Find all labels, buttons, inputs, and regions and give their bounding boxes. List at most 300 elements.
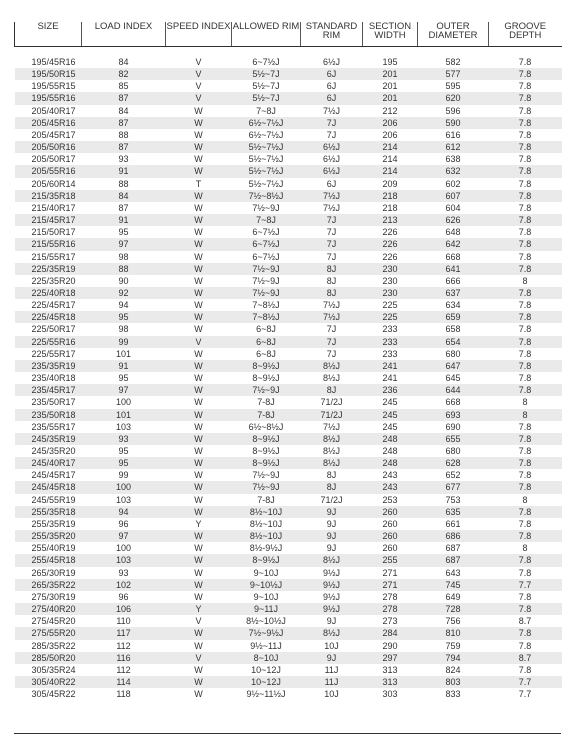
cell-outer-diameter: 582 [445, 57, 461, 67]
cell-load-index: 99 [82, 336, 166, 348]
cell-size: 255/35R19 [31, 518, 76, 529]
table-row [15, 396, 562, 408]
cell-section-width: 230 [382, 275, 398, 286]
table-row [15, 275, 562, 287]
cell-standard-rim: 7J [301, 238, 363, 250]
cell-allowed-rim: 7~8J [232, 214, 301, 226]
cell-groove-depth: 7.7 [489, 676, 562, 688]
cell-section-width: 226 [382, 251, 398, 262]
cell-standard-rim: 7½J [322, 300, 340, 311]
table-row [15, 80, 562, 92]
cell-groove-depth: 7.8 [518, 300, 532, 311]
table-row [15, 263, 562, 275]
cell-standard-rim: 9½J [301, 579, 363, 591]
cell-allowed-rim: 6~8J [232, 336, 301, 348]
cell-allowed-rim: 9~10½J [232, 579, 301, 591]
cell-speed-index: W [194, 397, 203, 408]
cell-speed-index: W [166, 506, 232, 518]
cell-outer-diameter: 728 [418, 603, 489, 615]
cell-size: 245/45R17 [31, 470, 76, 481]
header-section-width [363, 22, 418, 47]
cell-standard-rim: 9J [326, 518, 337, 529]
cell-size: 225/35R20 [31, 275, 76, 286]
cell-speed-index: W [166, 384, 232, 396]
cell-groove-depth: 7.8 [489, 263, 562, 275]
cell-standard-rim: 7J [326, 251, 337, 262]
cell-standard-rim: 7J [301, 336, 363, 348]
cell-section-width: 214 [382, 154, 398, 165]
cell-load-index: 97 [82, 384, 166, 396]
cell-allowed-rim: 8~9½J [232, 554, 301, 566]
cell-groove-depth: 7.8 [518, 227, 532, 238]
cell-speed-index: W [194, 664, 203, 675]
cell-outer-diameter: 668 [445, 397, 461, 408]
cell-size: 235/50R18 [15, 409, 82, 421]
cell-outer-diameter: 643 [445, 567, 461, 578]
cell-speed-index: W [166, 214, 232, 226]
cell-section-width: 255 [363, 554, 418, 566]
cell-speed-index: W [166, 238, 232, 250]
cell-size: 225/40R18 [15, 287, 82, 299]
cell-section-width: 214 [363, 141, 418, 153]
cell-groove-depth: 7.8 [489, 384, 562, 396]
cell-outer-diameter: 632 [418, 165, 489, 177]
cell-load-index: 96 [118, 518, 129, 529]
cell-speed-index: W [194, 202, 203, 213]
cell-speed-index: V [166, 652, 232, 664]
cell-speed-index: V [166, 92, 232, 104]
cell-section-width: 209 [382, 178, 398, 189]
table-row [15, 664, 562, 676]
table-row [15, 652, 562, 664]
cell-allowed-rim: 7½~8½J [232, 190, 301, 202]
cell-outer-diameter: 634 [445, 300, 461, 311]
cell-section-width: 243 [382, 470, 398, 481]
cell-outer-diameter: 690 [445, 421, 461, 432]
cell-allowed-rim: 6½~8½J [248, 421, 284, 432]
cell-load-index: 87 [82, 117, 166, 129]
table-row [15, 190, 562, 202]
cell-load-index: 87 [82, 92, 166, 104]
table-row [15, 457, 562, 469]
table-row [15, 56, 562, 68]
cell-allowed-rim: 7½~9J [252, 202, 280, 213]
table-row [15, 311, 562, 323]
cell-speed-index: W [166, 165, 232, 177]
cell-outer-diameter: 649 [445, 591, 461, 602]
cell-outer-diameter: 590 [418, 117, 489, 129]
cell-outer-diameter: 652 [445, 470, 461, 481]
cell-groove-depth: 8 [522, 494, 528, 505]
cell-load-index: 93 [82, 433, 166, 445]
cell-size: 215/55R16 [15, 238, 82, 250]
cell-section-width: 225 [363, 311, 418, 323]
header-label: WIDTH [374, 30, 406, 41]
cell-standard-rim: 7½J [322, 202, 340, 213]
cell-load-index: 96 [118, 591, 129, 602]
cell-load-index: 93 [118, 154, 129, 165]
cell-standard-rim: 9J [301, 652, 363, 664]
cell-size: 225/55R17 [31, 348, 76, 359]
cell-size: 205/40R17 [31, 105, 76, 116]
header-label: SPEED INDEX [166, 21, 231, 32]
cell-standard-rim: 6½J [301, 165, 363, 177]
cell-standard-rim: 8½J [322, 373, 340, 384]
cell-allowed-rim: 7~8½J [232, 311, 301, 323]
cell-size: 215/40R17 [31, 202, 76, 213]
cell-section-width: 195 [382, 57, 398, 67]
cell-outer-diameter: 648 [445, 227, 461, 238]
cell-allowed-rim: 5½~7½J [232, 165, 301, 177]
cell-standard-rim: 7½J [301, 190, 363, 202]
cell-allowed-rim: 6~7½J [232, 238, 301, 250]
table-row [15, 226, 562, 238]
cell-size: 305/35R24 [31, 664, 76, 675]
cell-groove-depth: 7.7 [489, 579, 562, 591]
cell-speed-index: V [195, 616, 202, 627]
cell-allowed-rim: 8½~10J [249, 518, 283, 529]
table-row [15, 409, 562, 421]
cell-size: 285/50R20 [15, 652, 82, 664]
cell-allowed-rim: 6~7½J [252, 57, 280, 67]
cell-groove-depth: 8.7 [489, 652, 562, 664]
cell-load-index: 103 [82, 554, 166, 566]
cell-outer-diameter: 596 [445, 105, 461, 116]
cell-outer-diameter: 641 [418, 263, 489, 275]
spacer-cell [15, 47, 562, 57]
cell-speed-index: W [194, 154, 203, 165]
cell-size: 275/30R19 [31, 591, 76, 602]
cell-allowed-rim: 6~8J [256, 324, 276, 335]
cell-speed-index: W [194, 348, 203, 359]
cell-outer-diameter: 810 [418, 627, 489, 639]
cell-groove-depth: 7.8 [489, 190, 562, 202]
cell-load-index: 88 [118, 129, 129, 140]
cell-standard-rim: 8½J [301, 433, 363, 445]
cell-speed-index: W [194, 324, 203, 335]
table-row [15, 567, 562, 579]
table-row [15, 348, 562, 360]
cell-load-index: 99 [118, 470, 129, 481]
cell-load-index: 95 [118, 373, 129, 384]
cell-groove-depth: 8 [489, 409, 562, 421]
cell-standard-rim: 9½J [322, 567, 340, 578]
cell-outer-diameter: 638 [445, 154, 461, 165]
cell-allowed-rim: 8~9½J [252, 373, 280, 384]
cell-section-width: 226 [363, 238, 418, 250]
cell-speed-index: W [166, 263, 232, 275]
cell-speed-index: W [166, 530, 232, 542]
cell-speed-index: W [194, 446, 203, 456]
cell-speed-index: W [166, 409, 232, 421]
cell-outer-diameter: 753 [445, 494, 461, 505]
table-row [15, 105, 562, 117]
cell-groove-depth: 8 [522, 275, 528, 286]
cell-outer-diameter: 647 [418, 360, 489, 372]
cell-outer-diameter: 595 [445, 81, 461, 92]
cell-standard-rim: 7J [301, 117, 363, 129]
cell-groove-depth: 7.8 [518, 202, 532, 213]
cell-allowed-rim: 7½~9J [232, 287, 301, 299]
cell-section-width: 241 [382, 373, 398, 384]
cell-load-index: 103 [115, 421, 132, 432]
cell-section-width: 248 [363, 457, 418, 469]
cell-load-index: 101 [115, 348, 132, 359]
table-row [15, 518, 562, 530]
cell-section-width: 201 [363, 68, 418, 80]
cell-speed-index: W [166, 676, 232, 688]
table-row [15, 202, 562, 214]
cell-groove-depth: 7.8 [489, 481, 562, 493]
table-row [15, 627, 562, 639]
cell-standard-rim: 8½J [322, 446, 340, 456]
cell-section-width: 260 [382, 543, 398, 554]
header-label: OUTER [436, 21, 470, 32]
cell-section-width: 278 [363, 603, 418, 615]
cell-speed-index: W [166, 579, 232, 591]
cell-allowed-rim: 10~12J [251, 664, 281, 675]
cell-outer-diameter: 756 [445, 616, 461, 627]
cell-section-width: 245 [363, 409, 418, 421]
cell-groove-depth: 8.7 [518, 616, 532, 627]
cell-groove-depth: 7.8 [489, 530, 562, 542]
cell-load-index: 84 [118, 105, 129, 116]
cell-size: 225/35R19 [15, 263, 82, 275]
table-row [15, 238, 562, 250]
cell-size: 215/45R17 [15, 214, 82, 226]
cell-allowed-rim: 8~9½J [232, 457, 301, 469]
cell-section-width: 245 [382, 397, 398, 408]
cell-standard-rim: 6½J [301, 141, 363, 153]
cell-standard-rim: 8J [301, 263, 363, 275]
table-row [15, 299, 562, 311]
cell-standard-rim: 8½J [301, 627, 363, 639]
cell-size: 235/35R19 [15, 360, 82, 372]
cell-groove-depth: 7.8 [518, 324, 532, 335]
cell-section-width: 218 [363, 190, 418, 202]
cell-speed-index: W [166, 433, 232, 445]
table-row [15, 153, 562, 165]
cell-standard-rim: 8½J [301, 360, 363, 372]
cell-size: 255/35R20 [15, 530, 82, 542]
cell-standard-rim: 11J [301, 676, 363, 688]
cell-size: 235/45R17 [15, 384, 82, 396]
cell-load-index: 100 [115, 397, 132, 408]
header-label: SIZE [37, 21, 59, 32]
table-row [15, 603, 562, 615]
cell-outer-diameter: 616 [445, 129, 461, 140]
cell-outer-diameter: 680 [445, 348, 461, 359]
table-row [15, 481, 562, 493]
cell-speed-index: W [166, 360, 232, 372]
cell-section-width: 273 [382, 616, 398, 627]
cell-size: 225/50R17 [31, 324, 76, 335]
cell-section-width: 206 [363, 117, 418, 129]
table-row [15, 433, 562, 445]
tire-spec-sheet [14, 22, 561, 700]
cell-speed-index: W [166, 190, 232, 202]
cell-size: 195/50R15 [15, 68, 82, 80]
cell-groove-depth: 7.8 [518, 348, 532, 359]
cell-size: 285/35R22 [31, 640, 76, 651]
cell-section-width: 230 [363, 263, 418, 275]
cell-groove-depth: 7.8 [518, 446, 532, 456]
cell-allowed-rim: 7-8J [257, 494, 275, 505]
cell-section-width: 313 [363, 676, 418, 688]
cell-section-width: 241 [363, 360, 418, 372]
cell-section-width: 206 [382, 129, 398, 140]
cell-section-width: 233 [382, 324, 398, 335]
cell-outer-diameter: 654 [418, 336, 489, 348]
cell-standard-rim: 9½J [322, 591, 340, 602]
cell-section-width: 233 [382, 348, 398, 359]
table-row [15, 494, 562, 506]
cell-outer-diameter: 745 [418, 579, 489, 591]
cell-speed-index: W [166, 554, 232, 566]
cell-allowed-rim: 7~8J [256, 105, 276, 116]
cell-size: 245/35R20 [31, 446, 76, 456]
cell-outer-diameter: 604 [445, 202, 461, 213]
cell-size: 205/45R17 [31, 129, 76, 140]
cell-speed-index: W [194, 689, 203, 700]
cell-outer-diameter: 628 [418, 457, 489, 469]
cell-outer-diameter: 620 [418, 92, 489, 104]
cell-size: 215/55R17 [31, 251, 76, 262]
cell-allowed-rim: 7½~9J [232, 481, 301, 493]
cell-outer-diameter: 803 [418, 676, 489, 688]
cell-standard-rim: 7½J [322, 105, 340, 116]
header-speed-index [166, 22, 232, 47]
cell-standard-rim: 8J [326, 470, 337, 481]
cell-load-index: 88 [118, 178, 129, 189]
cell-size: 215/50R17 [31, 227, 76, 238]
cell-size: 305/45R22 [31, 689, 76, 700]
cell-outer-diameter: 833 [445, 689, 461, 700]
cell-groove-depth: 7.7 [518, 689, 532, 700]
cell-allowed-rim: 8~10J [232, 652, 301, 664]
cell-outer-diameter: 693 [418, 409, 489, 421]
cell-speed-index: W [194, 591, 203, 602]
cell-section-width: 230 [363, 287, 418, 299]
cell-groove-depth: 7.8 [518, 664, 532, 675]
cell-groove-depth: 8 [522, 397, 528, 408]
cell-speed-index: W [194, 105, 203, 116]
cell-outer-diameter: 677 [418, 481, 489, 493]
cell-allowed-rim: 10~12J [232, 676, 301, 688]
cell-groove-depth: 7.8 [489, 165, 562, 177]
table-row [15, 68, 562, 80]
cell-size: 255/35R18 [15, 506, 82, 518]
cell-standard-rim: 7J [326, 348, 337, 359]
cell-outer-diameter: 668 [445, 251, 461, 262]
cell-outer-diameter: 666 [445, 275, 461, 286]
cell-standard-rim: 71/2J [320, 397, 343, 408]
cell-groove-depth: 7.8 [489, 336, 562, 348]
cell-standard-rim: 9J [326, 543, 337, 554]
cell-allowed-rim: 5½~7½J [232, 141, 301, 153]
cell-load-index: 91 [82, 165, 166, 177]
cell-speed-index: W [194, 373, 203, 384]
cell-size: 195/45R16 [31, 57, 76, 67]
cell-standard-rim: 7J [326, 324, 337, 335]
table-row [15, 688, 562, 700]
cell-load-index: 116 [82, 652, 166, 664]
cell-section-width: 218 [382, 202, 398, 213]
cell-groove-depth: 7.8 [518, 154, 532, 165]
cell-speed-index: W [194, 227, 203, 238]
cell-section-width: 226 [382, 227, 398, 238]
cell-standard-rim: 8J [301, 384, 363, 396]
cell-section-width: 212 [382, 105, 398, 116]
header-label: RIM [322, 30, 341, 41]
bottom-rule [14, 733, 561, 734]
cell-speed-index: T [195, 178, 202, 189]
cell-size: 305/40R22 [15, 676, 82, 688]
cell-allowed-rim: 5½~7J [232, 92, 301, 104]
cell-load-index: 94 [82, 506, 166, 518]
cell-standard-rim: 9½J [301, 603, 363, 615]
cell-allowed-rim: 5½~7J [252, 81, 280, 92]
cell-load-index: 95 [118, 446, 129, 456]
cell-allowed-rim: 9~11J [232, 603, 301, 615]
cell-groove-depth: 7.8 [489, 214, 562, 226]
cell-outer-diameter: 642 [418, 238, 489, 250]
cell-size: 195/55R16 [15, 92, 82, 104]
cell-speed-index: W [166, 481, 232, 493]
table-row [15, 676, 562, 688]
cell-groove-depth: 7.8 [489, 457, 562, 469]
cell-allowed-rim: 9~10J [253, 591, 279, 602]
cell-groove-depth: 7.8 [518, 567, 532, 578]
table-row [15, 384, 562, 396]
cell-load-index: 95 [118, 227, 129, 238]
cell-standard-rim: 8½J [301, 457, 363, 469]
cell-outer-diameter: 661 [445, 518, 461, 529]
cell-section-width: 213 [363, 214, 418, 226]
cell-groove-depth: 8 [522, 543, 528, 554]
cell-standard-rim: 6J [301, 68, 363, 80]
cell-groove-depth: 7.8 [489, 627, 562, 639]
cell-section-width: 236 [363, 384, 418, 396]
cell-section-width: 297 [363, 652, 418, 664]
header-spacer-row [15, 47, 562, 57]
cell-standard-rim: 10J [324, 689, 339, 700]
table-body [15, 47, 562, 701]
cell-speed-index: V [195, 57, 202, 67]
cell-load-index: 100 [115, 543, 132, 554]
cell-outer-diameter: 644 [418, 384, 489, 396]
cell-groove-depth: 7.8 [489, 92, 562, 104]
table-row [15, 251, 562, 263]
cell-speed-index: W [194, 300, 203, 311]
cell-groove-depth: 7.8 [489, 311, 562, 323]
cell-load-index: 84 [118, 57, 129, 67]
cell-outer-diameter: 687 [418, 554, 489, 566]
cell-size: 265/30R19 [31, 567, 76, 578]
cell-size: 245/45R18 [15, 481, 82, 493]
cell-standard-rim: 8J [301, 287, 363, 299]
cell-standard-rim: 6J [326, 178, 337, 189]
cell-load-index: 84 [82, 190, 166, 202]
cell-speed-index: W [166, 627, 232, 639]
cell-speed-index: V [166, 68, 232, 80]
cell-size: 235/55R17 [31, 421, 76, 432]
header-label: SECTION [368, 21, 412, 32]
cell-size: 205/60R14 [31, 178, 76, 189]
cell-size: 265/35R22 [15, 579, 82, 591]
cell-allowed-rim: 7½~9J [252, 470, 280, 481]
header-label: LOAD INDEX [94, 21, 153, 32]
